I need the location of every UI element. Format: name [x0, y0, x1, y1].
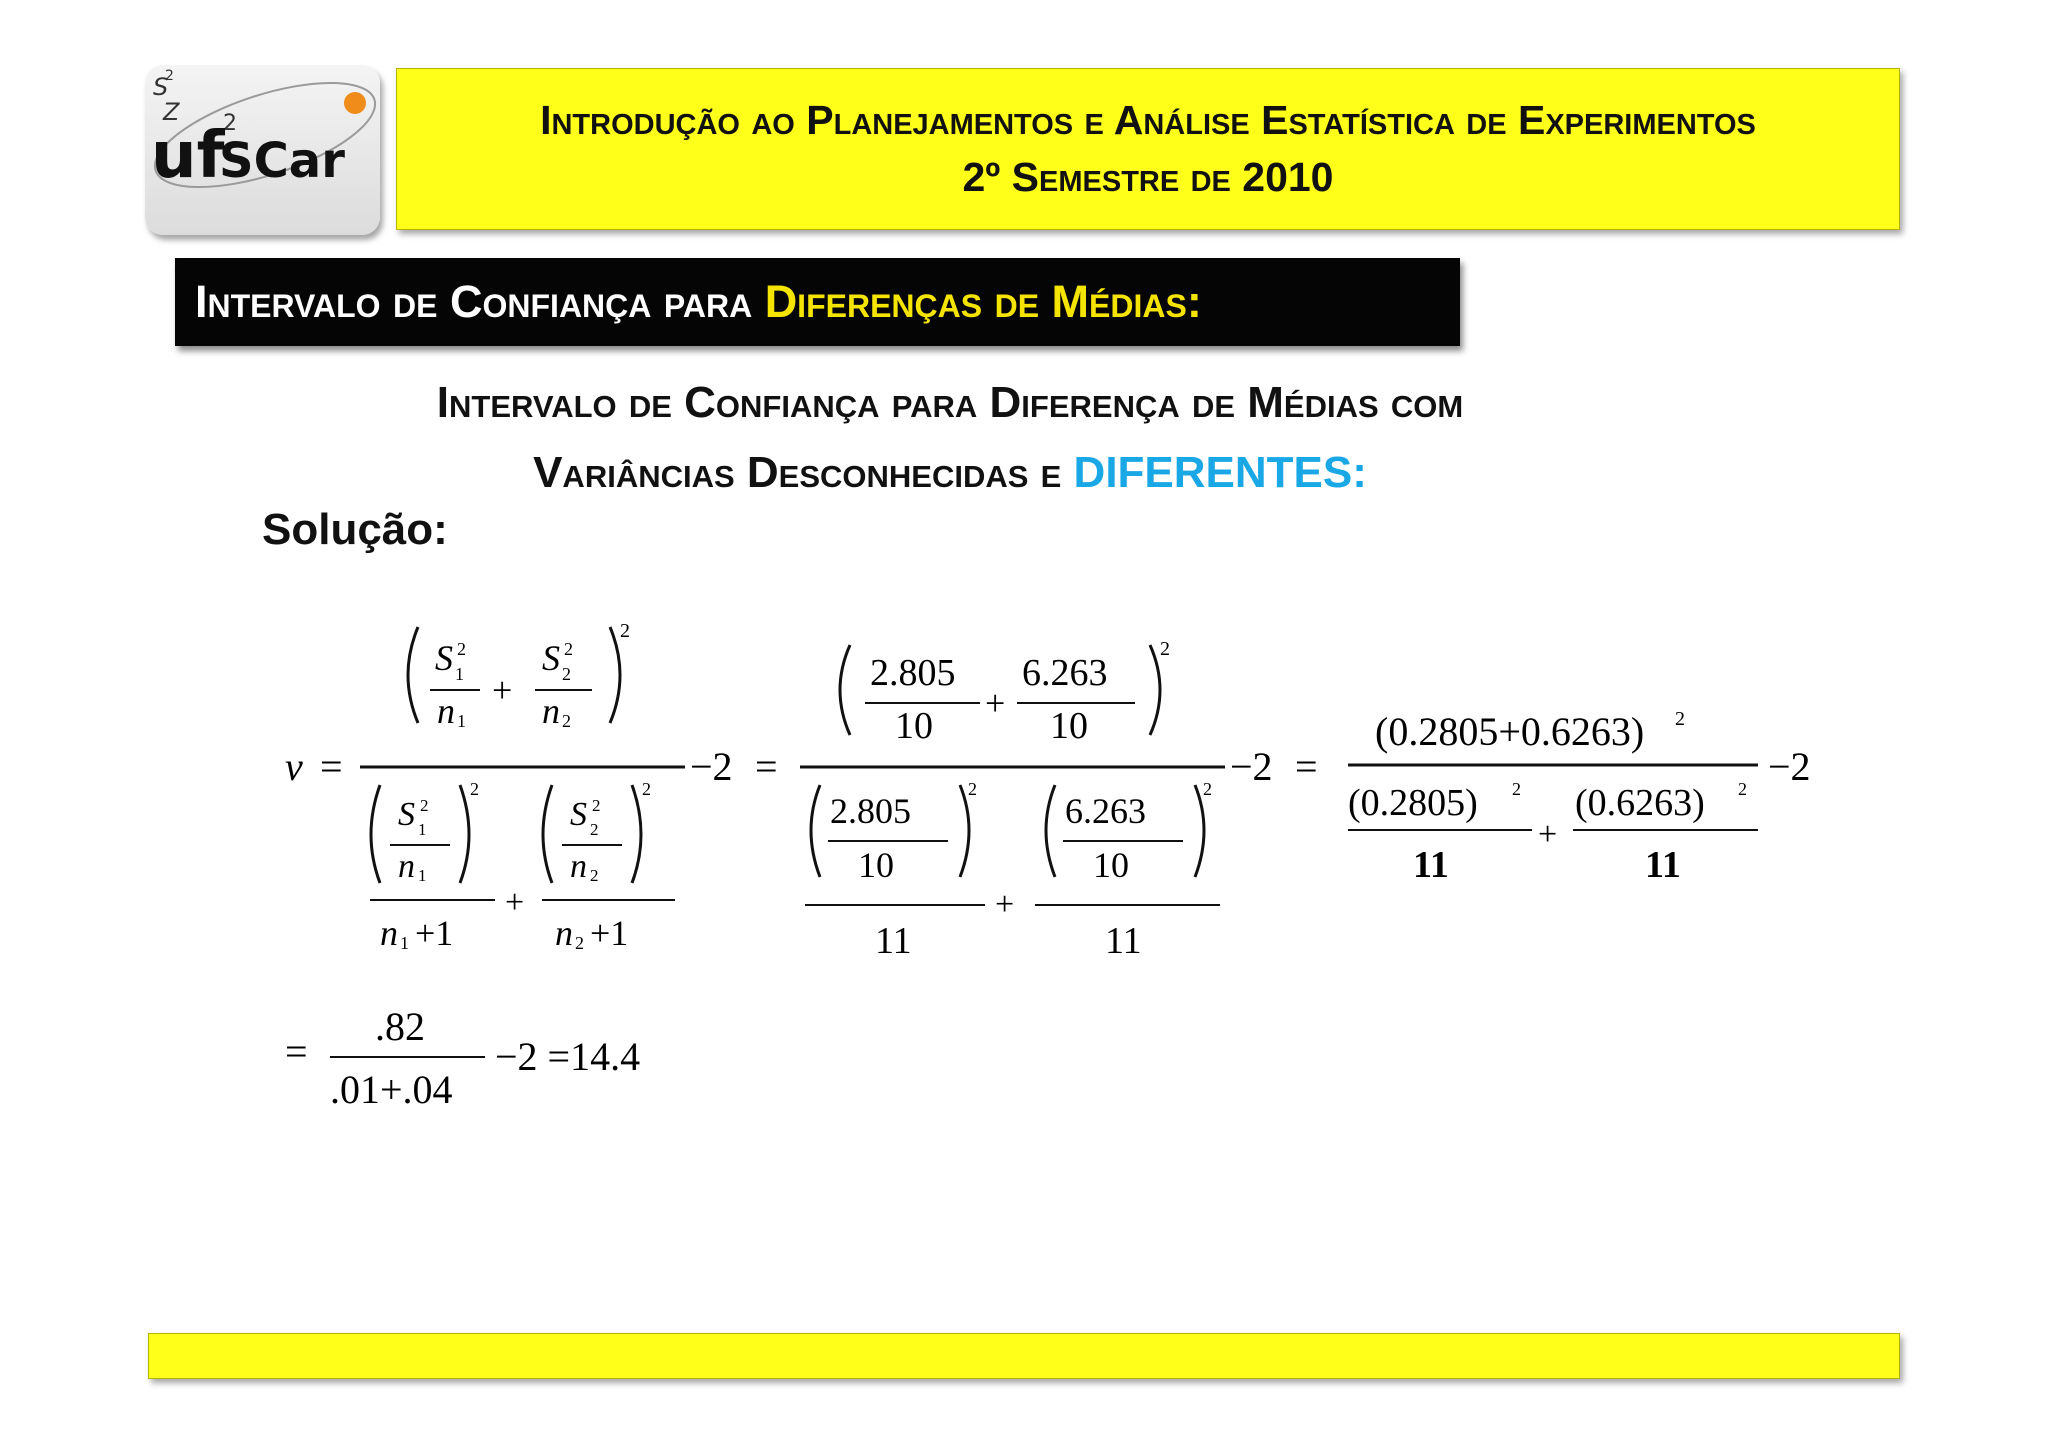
svg-text:S: S [570, 796, 587, 833]
svg-text:+1: +1 [415, 913, 454, 953]
svg-text:−2: −2 [1230, 744, 1273, 789]
svg-text:11: 11 [1645, 844, 1681, 886]
formula-nu: ν [285, 744, 303, 789]
svg-text:(0.2805): (0.2805) [1348, 782, 1478, 824]
svg-text:(0.2805+0.6263): (0.2805+0.6263) [1375, 709, 1645, 754]
svg-text:2: 2 [564, 639, 573, 659]
svg-text:10: 10 [895, 705, 933, 747]
svg-text:uf: uf [151, 119, 225, 193]
svg-text:2: 2 [620, 620, 630, 642]
svg-text:2: 2 [642, 779, 651, 799]
svg-text:(0.6263): (0.6263) [1575, 782, 1705, 824]
formula-eq: = [320, 744, 343, 789]
subtitle-line2 [250, 438, 1650, 508]
svg-text:−2 =14.4: −2 =14.4 [495, 1034, 641, 1079]
subtitle-line2-highlight: DIFERENTES: [1073, 448, 1367, 497]
svg-text:−2: −2 [690, 744, 733, 789]
svg-text:+: + [985, 683, 1006, 723]
course-title: Introdução ao Planejamentos e Análise Estatística de Experimentos [540, 97, 1756, 143]
welch-satterthwaite-formula [280, 615, 1880, 1115]
svg-text:2.805: 2.805 [870, 652, 956, 694]
svg-text:=: = [1295, 744, 1318, 789]
svg-text:−2: −2 [1768, 744, 1811, 789]
svg-text:1: 1 [457, 711, 466, 731]
svg-text:S: S [435, 638, 453, 678]
logo-graphic [145, 65, 380, 235]
svg-text:6.263: 6.263 [1065, 791, 1146, 831]
svg-text:2: 2 [1738, 779, 1747, 799]
section-title-prefix: Intervalo de Confiança para [195, 276, 765, 327]
svg-text:2: 2 [590, 820, 599, 839]
subtitle-line2-prefix: Variâncias Desconhecidas e [533, 448, 1074, 497]
svg-text:+: + [1538, 816, 1558, 853]
svg-text:11: 11 [1413, 844, 1449, 886]
svg-text:2: 2 [1160, 638, 1170, 660]
solution-label: Solução: [262, 505, 448, 554]
svg-text:S: S [542, 638, 560, 678]
footer-band [148, 1333, 1900, 1379]
svg-text:2: 2 [562, 711, 571, 731]
svg-text:S: S [398, 796, 415, 833]
header-banner [396, 68, 1900, 230]
svg-text:2: 2 [1203, 779, 1212, 799]
svg-text:2: 2 [575, 933, 584, 953]
svg-text:1: 1 [455, 664, 464, 684]
svg-text:n: n [542, 691, 560, 731]
svg-text:n: n [380, 913, 398, 953]
svg-text:n: n [555, 913, 573, 953]
svg-text:2: 2 [470, 779, 479, 799]
svg-text:.01+.04: .01+.04 [330, 1067, 453, 1112]
svg-text:Z: Z [163, 98, 180, 126]
svg-text:n: n [437, 691, 455, 731]
svg-text:11: 11 [875, 920, 912, 962]
svg-text:2: 2 [562, 664, 571, 684]
svg-text:2: 2 [1675, 708, 1685, 730]
svg-text:2: 2 [1512, 779, 1521, 799]
svg-text:n: n [570, 848, 587, 885]
svg-text:2.805: 2.805 [830, 791, 911, 831]
section-title-highlight: Diferenças de Médias: [764, 276, 1202, 327]
ufscar-logo [145, 65, 380, 235]
svg-text:2: 2 [420, 796, 429, 815]
svg-text:6.263: 6.263 [1022, 652, 1108, 694]
svg-text:2: 2 [223, 111, 237, 136]
svg-text:10: 10 [1093, 845, 1129, 885]
svg-text:+: + [505, 884, 525, 921]
svg-text:2: 2 [968, 779, 977, 799]
svg-text:+1: +1 [590, 913, 629, 953]
svg-text:=: = [285, 1029, 308, 1074]
svg-text:1: 1 [418, 866, 427, 885]
svg-text:2: 2 [165, 68, 174, 84]
svg-text:2: 2 [590, 866, 599, 885]
semester-title: 2º Semestre de 2010 [962, 154, 1334, 200]
section-title-bar [175, 258, 1460, 346]
svg-text:10: 10 [858, 845, 894, 885]
svg-text:+: + [492, 670, 513, 710]
svg-text:1: 1 [400, 933, 409, 953]
svg-text:10: 10 [1050, 705, 1088, 747]
svg-text:11: 11 [1105, 920, 1142, 962]
svg-text:2: 2 [457, 639, 466, 659]
svg-text:n: n [398, 848, 415, 885]
subtitle-line1: Intervalo de Confiança para Diferença de Médias com [436, 378, 1464, 427]
svg-text:+: + [995, 886, 1015, 923]
svg-text:S: S [153, 73, 169, 101]
slide-subtitle [250, 368, 1650, 508]
svg-text:1: 1 [418, 820, 427, 839]
svg-text:=: = [755, 744, 778, 789]
svg-text:SCar: SCar [219, 133, 345, 189]
svg-text:2: 2 [592, 796, 601, 815]
svg-text:.82: .82 [375, 1004, 425, 1049]
